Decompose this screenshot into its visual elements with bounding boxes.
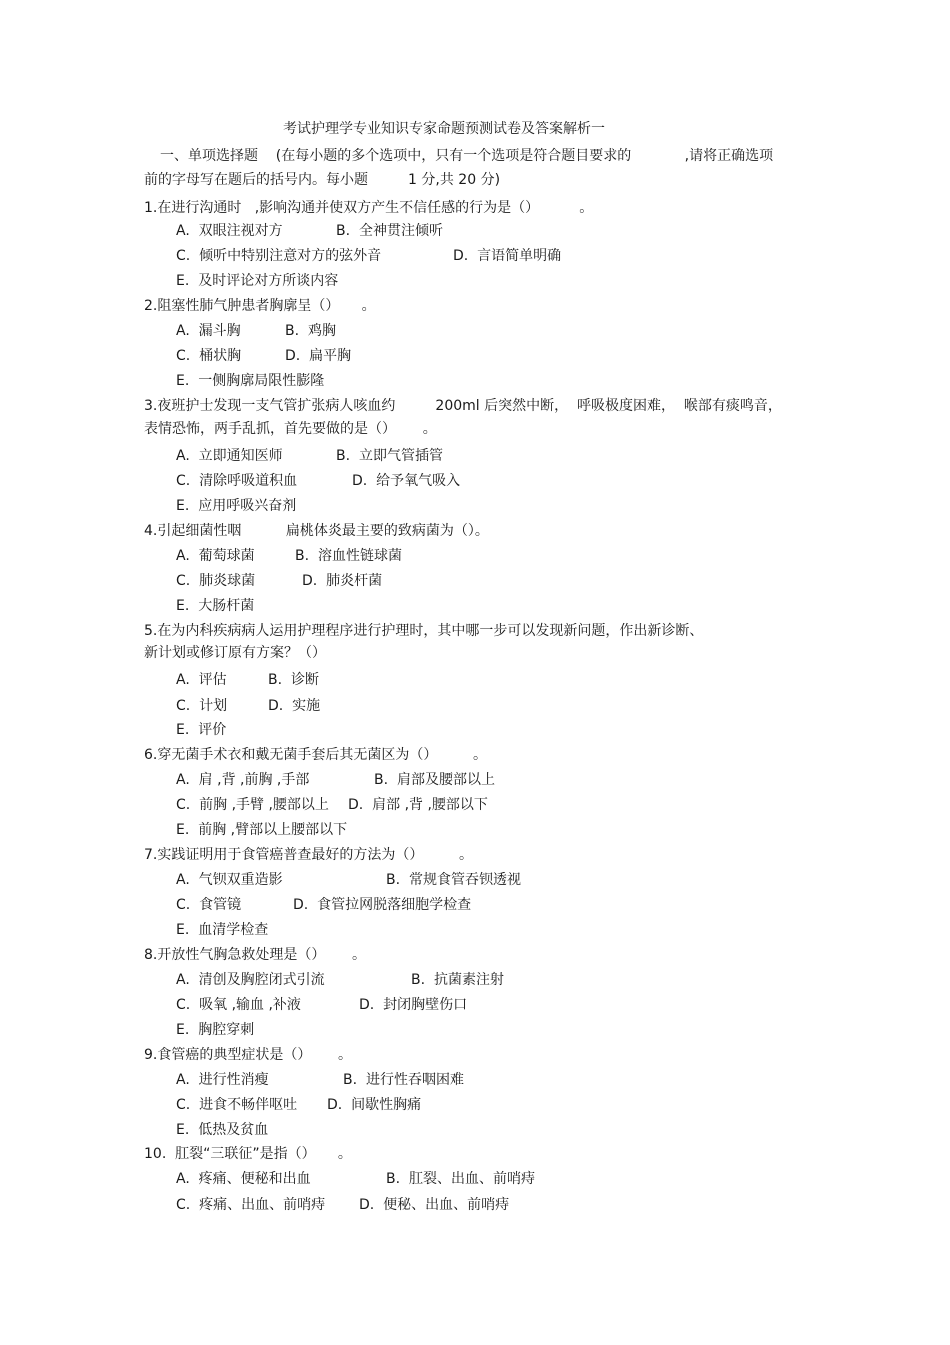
question-stem: 2.阻塞性肺气肿患者胸廓呈（） 。 bbox=[144, 298, 376, 314]
option-e: E. 一侧胸廓局限性膨隆 bbox=[176, 373, 325, 389]
option-a: A. 评估 bbox=[176, 672, 227, 688]
option-c: C. 食管镜 bbox=[176, 897, 242, 913]
option-b: B. 进行性吞咽困难 bbox=[343, 1072, 464, 1088]
question-stem: 8.开放性气胸急救处理是（） 。 bbox=[144, 947, 367, 963]
option-c: C. 肺炎球菌 bbox=[176, 573, 256, 589]
option-a: A. 立即通知医师 bbox=[176, 448, 283, 464]
option-e: E. 大肠杆菌 bbox=[176, 598, 255, 614]
option-b: B. 肩部及腰部以上 bbox=[374, 772, 495, 788]
option-c: C. 疼痛、出血、前哨痔 bbox=[176, 1197, 326, 1213]
option-a: A. 双眼注视对方 bbox=[176, 223, 283, 239]
option-c: C. 进食不畅伴呕吐 bbox=[176, 1097, 298, 1113]
option-e: E. 及时评论对方所谈内容 bbox=[176, 273, 339, 289]
option-c: C. 清除呼吸道积血 bbox=[176, 473, 298, 489]
option-b: B. 立即气管插管 bbox=[336, 448, 443, 464]
option-e: E. 前胸 ,臂部以上腰部以下 bbox=[176, 822, 348, 838]
option-a: A. 疼痛、便秘和出血 bbox=[176, 1171, 311, 1187]
option-c: C. 桶状胸 bbox=[176, 348, 242, 364]
option-e: E. 评价 bbox=[176, 722, 227, 738]
option-d: D. 言语简单明确 bbox=[453, 248, 562, 264]
question-stem: 1.在进行沟通时 ,影响沟通并使双方产生不信任感的行为是（） 。 bbox=[144, 200, 594, 216]
option-e: E. 应用呼吸兴奋剂 bbox=[176, 498, 297, 514]
option-d: D. 肩部 ,背 ,腰部以下 bbox=[348, 797, 488, 813]
question-stem: 4.引起细菌性咽 扁桃体炎最主要的致病菌为（）。 bbox=[144, 523, 489, 539]
question-stem: 9.食管癌的典型症状是（） 。 bbox=[144, 1047, 353, 1063]
question-stem-continued: 新计划或修订原有方案？（） bbox=[144, 645, 326, 661]
option-b: B. 常规食管吞钡透视 bbox=[386, 872, 521, 888]
option-d: D. 实施 bbox=[268, 698, 321, 714]
option-a: A. 肩 ,背 ,前胸 ,手部 bbox=[176, 772, 310, 788]
option-e: E. 胸腔穿刺 bbox=[176, 1022, 255, 1038]
question-stem: 5.在为内科疾病病人运用护理程序进行护理时，其中哪一步可以发现新问题，作出新诊断、 bbox=[144, 623, 704, 639]
option-b: B. 肛裂、出血、前哨痔 bbox=[386, 1171, 535, 1187]
option-c: C. 吸氧 ,输血 ,补液 bbox=[176, 997, 301, 1013]
document-title: 考试护理学专业知识专家命题预测试卷及答案解析一 bbox=[283, 121, 605, 137]
option-d: D. 食管拉网脱落细胞学检查 bbox=[293, 897, 472, 913]
option-d: D. 给予氧气吸入 bbox=[352, 473, 461, 489]
option-e: E. 血清学检查 bbox=[176, 922, 269, 938]
question-stem: 10. 肛裂“三联征”是指（） 。 bbox=[144, 1146, 352, 1162]
option-d: D. 便秘、出血、前哨痔 bbox=[359, 1197, 510, 1213]
option-a: A. 清创及胸腔闭式引流 bbox=[176, 972, 325, 988]
section-instructions-line2: 前的字母写在题后的括号内。每小题 1 分,共 20 分) bbox=[144, 172, 501, 188]
option-a: A. 葡萄球菌 bbox=[176, 548, 255, 564]
option-d: D. 封闭胸壁伤口 bbox=[359, 997, 468, 1013]
option-c: C. 前胸 ,手臂 ,腰部以上 bbox=[176, 797, 329, 813]
option-d: D. 间歇性胸痛 bbox=[327, 1097, 422, 1113]
option-b: B. 全神贯注倾听 bbox=[336, 223, 443, 239]
option-a: A. 漏斗胸 bbox=[176, 323, 241, 339]
question-stem-continued: 表情恐怖，两手乱抓，首先要做的是（） 。 bbox=[144, 421, 437, 437]
question-stem: 3.夜班护士发现一支气管扩张病人咳血约 200ml 后突然中断， 呼吸极度困难， 喉部有痰鸣音， bbox=[144, 398, 782, 414]
question-stem: 7.实践证明用于食管癌普查最好的方法为（） 。 bbox=[144, 847, 473, 863]
option-b: B. 溶血性链球菌 bbox=[295, 548, 402, 564]
option-d: D. 扁平胸 bbox=[285, 348, 352, 364]
section-instructions-line1: 一、单项选择题 (在每小题的多个选项中，只有一个选项是符合题目要求的 ,请将正确选项 bbox=[160, 148, 774, 164]
option-b: B. 抗菌素注射 bbox=[411, 972, 504, 988]
option-c: C. 计划 bbox=[176, 698, 228, 714]
option-b: B. 鸡胸 bbox=[285, 323, 336, 339]
option-a: A. 气钡双重造影 bbox=[176, 872, 283, 888]
option-d: D. 肺炎杆菌 bbox=[302, 573, 383, 589]
option-a: A. 进行性消瘦 bbox=[176, 1072, 269, 1088]
option-b: B. 诊断 bbox=[268, 672, 319, 688]
question-stem: 6.穿无菌手术衣和戴无菌手套后其无菌区为（） 。 bbox=[144, 747, 487, 763]
option-c: C. 倾听中特别注意对方的弦外音 bbox=[176, 248, 382, 264]
option-e: E. 低热及贫血 bbox=[176, 1122, 269, 1138]
